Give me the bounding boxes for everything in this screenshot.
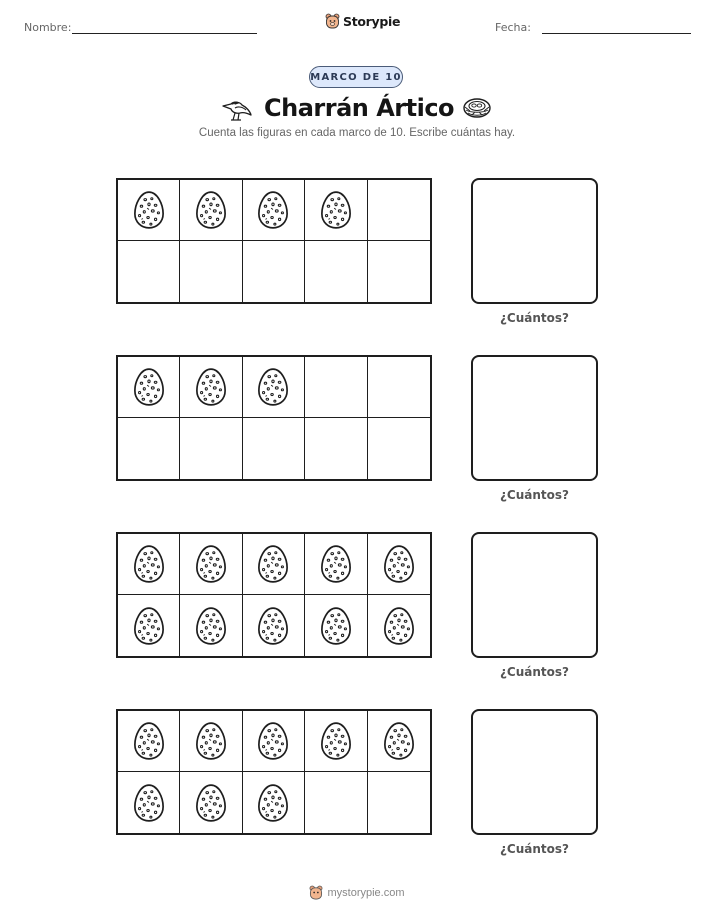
ten-frame xyxy=(116,355,432,481)
egg-icon xyxy=(195,190,227,230)
answer-box[interactable] xyxy=(471,355,598,481)
frame-cell xyxy=(368,711,430,772)
how-many-label: ¿Cuántos? xyxy=(499,488,570,502)
egg-icon xyxy=(195,544,227,584)
name-line[interactable] xyxy=(72,33,257,34)
ten-frame xyxy=(116,178,432,304)
frame-cell xyxy=(118,357,180,418)
frame-cell xyxy=(180,418,242,479)
frame-cell xyxy=(180,711,242,772)
frame-cell xyxy=(118,180,180,241)
egg-icon xyxy=(195,721,227,761)
frame-cell xyxy=(243,180,305,241)
frame-cell xyxy=(243,241,305,302)
how-many-label: ¿Cuántos? xyxy=(499,665,570,679)
frame-cell xyxy=(305,241,367,302)
egg-icon xyxy=(195,606,227,646)
egg-icon xyxy=(195,783,227,823)
frame-cell xyxy=(368,180,430,241)
frame-cell xyxy=(180,595,242,656)
egg-icon xyxy=(320,606,352,646)
frame-cell xyxy=(118,241,180,302)
frame-cell xyxy=(368,241,430,302)
frame-cell xyxy=(180,357,242,418)
egg-icon xyxy=(383,721,415,761)
frame-cell xyxy=(118,534,180,595)
frame-cell xyxy=(305,180,367,241)
nest-icon xyxy=(462,96,492,120)
frame-cell xyxy=(243,711,305,772)
frame-cell xyxy=(305,357,367,418)
frame-cell xyxy=(305,534,367,595)
brand-name: Storypie xyxy=(343,13,401,29)
frame-cell xyxy=(118,772,180,833)
egg-icon xyxy=(133,190,165,230)
frame-cell xyxy=(368,595,430,656)
frame-cell xyxy=(243,772,305,833)
how-many-label: ¿Cuántos? xyxy=(499,311,570,325)
frame-cell xyxy=(305,711,367,772)
footer-url: mystorypie.com xyxy=(327,886,405,899)
date-label: Fecha: xyxy=(495,21,531,34)
egg-icon xyxy=(195,367,227,407)
frame-cell xyxy=(243,595,305,656)
egg-icon xyxy=(320,190,352,230)
frame-cell xyxy=(243,357,305,418)
egg-icon xyxy=(320,544,352,584)
frame-cell xyxy=(243,534,305,595)
frame-cell xyxy=(368,418,430,479)
ten-frame xyxy=(116,709,432,835)
egg-icon xyxy=(383,544,415,584)
ten-frame xyxy=(116,532,432,658)
egg-icon xyxy=(257,544,289,584)
frame-cell xyxy=(368,534,430,595)
instructions: Cuenta las figuras en cada marco de 10. Escribe cuántas hay. xyxy=(198,127,516,139)
frame-cell xyxy=(118,711,180,772)
egg-icon xyxy=(257,783,289,823)
frame-cell xyxy=(180,180,242,241)
frame-cell xyxy=(118,418,180,479)
egg-icon xyxy=(383,606,415,646)
egg-icon xyxy=(257,190,289,230)
name-label: Nombre: xyxy=(24,21,72,34)
egg-icon xyxy=(133,544,165,584)
footer xyxy=(0,885,714,900)
frame-cell xyxy=(305,595,367,656)
egg-icon xyxy=(133,367,165,407)
egg-icon xyxy=(257,606,289,646)
frame-cell xyxy=(368,772,430,833)
brand-logo xyxy=(325,13,400,29)
frame-cell xyxy=(243,418,305,479)
frame-cell xyxy=(118,595,180,656)
page-title: Charrán Ártico xyxy=(264,94,455,122)
egg-icon xyxy=(133,606,165,646)
bear-mascot-icon xyxy=(325,13,340,29)
bear-mascot-icon xyxy=(309,885,323,900)
frame-cell xyxy=(180,772,242,833)
answer-box[interactable] xyxy=(471,178,598,304)
frame-cell xyxy=(180,534,242,595)
frame-cell xyxy=(180,241,242,302)
answer-box[interactable] xyxy=(471,532,598,658)
egg-icon xyxy=(257,367,289,407)
frame-cell xyxy=(368,357,430,418)
worksheet-type-badge: MARCO DE 10 xyxy=(309,66,403,88)
egg-icon xyxy=(257,721,289,761)
answer-box[interactable] xyxy=(471,709,598,835)
egg-icon xyxy=(133,783,165,823)
egg-icon xyxy=(320,721,352,761)
title-row xyxy=(0,91,714,127)
egg-icon xyxy=(133,721,165,761)
frame-cell xyxy=(305,772,367,833)
tern-bird-icon xyxy=(220,93,254,123)
frame-cell xyxy=(305,418,367,479)
how-many-label: ¿Cuántos? xyxy=(499,842,570,856)
date-line[interactable] xyxy=(542,33,691,34)
